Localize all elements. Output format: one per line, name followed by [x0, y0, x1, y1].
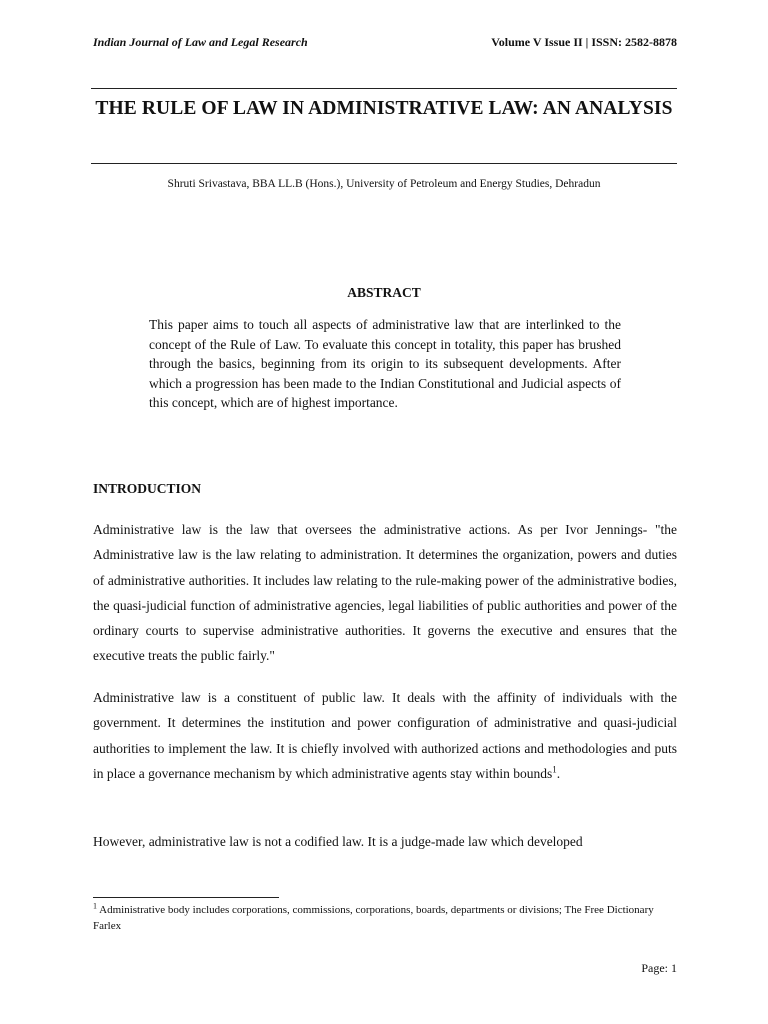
footnote-text: Administrative body includes corporations, commissions, corporations, boards, departments or divisions; The Free Dictionary Farlex	[93, 904, 654, 932]
abstract-text: This paper aims to touch all aspects of administrative law that are interlinked to the concept of the Rule of Law. To evaluate this concept in totality, this paper has brushed through the basics, beginning from its origin to its subsequent developments. After which a progression has been made to the Indian Constitutional and Judicial aspects of this concept, which are of highest importance.	[149, 317, 621, 411]
introduction-heading: INTRODUCTION	[93, 481, 202, 496]
author-affiliation: Shruti Srivastava, BBA LL.B (Hons.), University of Petroleum and Energy Studies, Dehradun	[167, 178, 601, 190]
introduction-paragraph: Administrative law is the law that oversees the administrative actions. As per Ivor Jennings- "the Administrative law is the law relating to administration. It determines the organization, powers and duties of administrative authorities. It includes law relating to the rule-making power of the administrative bodies, the quasi-judicial function of administrative agencies, legal liabilities of public authorities and power of the ordinary courts to supervise administrative authorities. It governs the executive and ensures that the executive treats the public fairly."	[93, 522, 677, 664]
footnote	[93, 902, 677, 934]
paragraph-text: Administrative law is a constituent of public law. It deals with the affinity of individuals with the government. It determines the institution and power configuration of administrative and quasi-judicial authorities to implement the law. It is chiefly involved with authorized actions and methodologies and puts in place a governance mechanism by which administrative agents stay within bounds	[93, 690, 677, 781]
title-bottom-rule	[91, 163, 677, 164]
introduction-paragraph	[93, 685, 677, 786]
introduction-paragraph: However, administrative law is not a codified law. It is a judge-made law which developed	[93, 834, 583, 849]
volume-issn: Volume V Issue II | ISSN: 2582-8878	[491, 35, 677, 49]
article-title: THE RULE OF LAW IN ADMINISTRATIVE LAW: AN ANALYSIS	[95, 98, 673, 119]
footnote-number: 1	[93, 901, 97, 911]
page-number: Page: 1	[641, 961, 677, 975]
paragraph-end: .	[556, 765, 561, 781]
abstract-heading: ABSTRACT	[347, 285, 421, 300]
footnote-separator	[93, 897, 279, 898]
footnote-reference[interactable]: 1	[552, 764, 557, 775]
title-top-rule	[91, 88, 677, 89]
running-header	[93, 34, 677, 50]
journal-name: Indian Journal of Law and Legal Research	[93, 35, 308, 49]
